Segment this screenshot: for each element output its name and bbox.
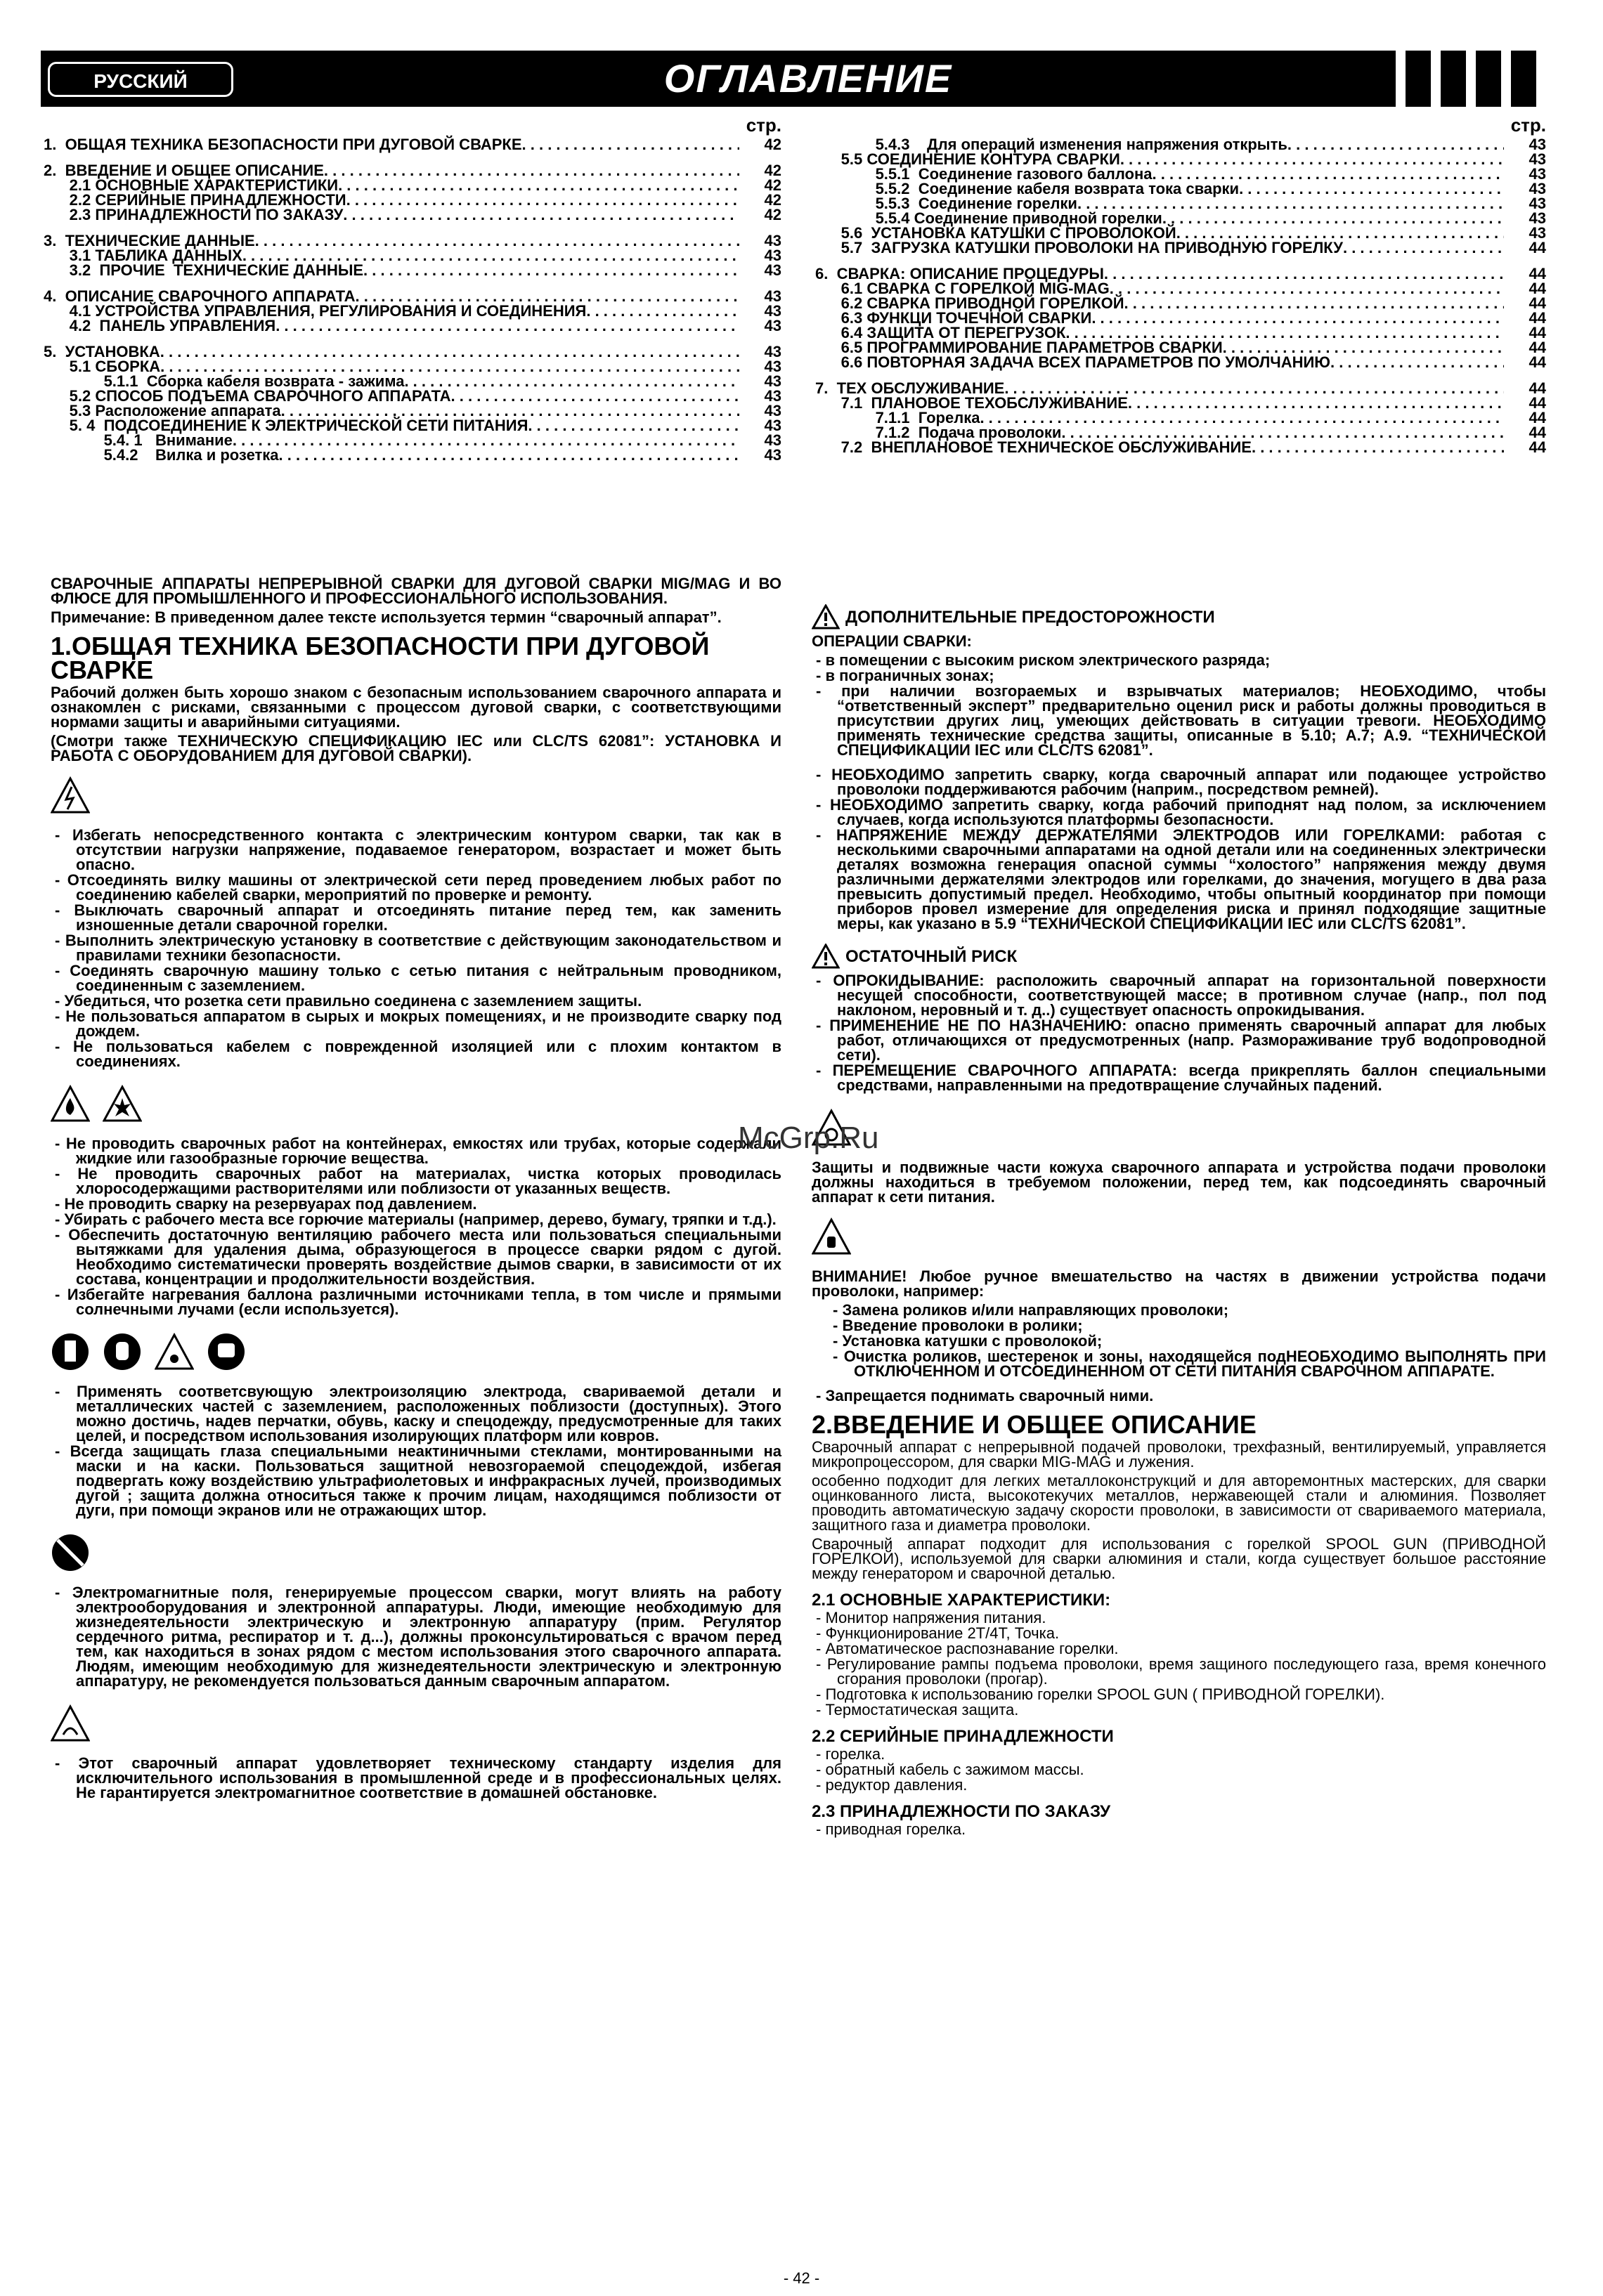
toc-entry-text: 5.2 СПОСОБ ПОДЪЕМА СВАРОЧНОГО АППАРАТА bbox=[44, 387, 451, 405]
toc-row[interactable] bbox=[815, 226, 1546, 240]
toc-row[interactable] bbox=[815, 440, 1546, 455]
list-item: - Монитор напряжения питания. bbox=[812, 1610, 1546, 1625]
toc-row[interactable] bbox=[44, 433, 781, 448]
toc-leader bbox=[522, 137, 739, 152]
toc-row[interactable] bbox=[44, 193, 781, 207]
toc-leader bbox=[281, 403, 739, 418]
toc-entry-text: 6. СВАРКА: ОПИСАНИЕ ПРОЦЕДУРЫ bbox=[815, 265, 1104, 282]
toc-page: 43 bbox=[1529, 195, 1546, 212]
language-badge: РУССКИЙ bbox=[48, 62, 233, 97]
list-ppe bbox=[51, 1384, 781, 1518]
toc-page: 43 bbox=[764, 387, 781, 405]
toc-entry-text: 5.7 ЗАГРУЗКА КАТУШКИ ПРОВОЛОКИ НА ПРИВОДНУЮ ГОРЕЛКУ bbox=[815, 239, 1343, 256]
list-item: - Замена роликов и/или направляющих проволоки; bbox=[829, 1303, 1546, 1317]
list-item: - при наличии возгораемых и взрывчатых материалов; НЕОБХОДИМО, чтобы “ответственный эксперт” предварительно оценил риск и работы должны проводиться в присутствии других лиц, умеющих действовать в ситуации тревоги. НЕОБХОДИМО применять технические средства защиты, описанные в 5.10; A.7; A.9. “ТЕХНИЧЕСКОЙ СПЕЦИФИКАЦИИ IEC или CLC/TS 62081”. bbox=[812, 684, 1546, 757]
toc-page: 42 bbox=[764, 136, 781, 153]
list-electric bbox=[51, 828, 781, 1069]
list-item: - Введение проволоки в ролики; bbox=[829, 1318, 1546, 1333]
toc-row[interactable] bbox=[815, 296, 1546, 311]
warning-icon bbox=[812, 604, 840, 630]
toc-page-label: стр. bbox=[1510, 115, 1546, 136]
toc-page: 43 bbox=[764, 317, 781, 334]
toc-entry-text: 4.2 ПАНЕЛЬ УПРАВЛЕНИЯ bbox=[44, 317, 276, 334]
toc-page: 44 bbox=[1529, 424, 1546, 441]
toc-leader bbox=[586, 304, 739, 318]
toc-page: 44 bbox=[1529, 339, 1546, 356]
toc-page: 44 bbox=[1529, 294, 1546, 312]
list-no-lift bbox=[812, 1388, 1546, 1403]
note-text: Примечание: В приведенном далее тексте используется термин “сварочный аппарат”. bbox=[51, 608, 722, 626]
toc-leader bbox=[1124, 296, 1504, 311]
list-item: - ОПРОКИДЫВАНИЕ: расположить сварочный аппарат на горизонтальной поверхности несущей способности, соответствующей массе; в противном случае (напр., пол под наклоном, неровный и т. д..) существует опасность опрокидывания. bbox=[812, 973, 1546, 1017]
toc-page: 44 bbox=[1529, 438, 1546, 456]
toc-row[interactable] bbox=[44, 304, 781, 318]
toc-row[interactable] bbox=[44, 448, 781, 462]
list-optional-accessories bbox=[812, 1822, 1546, 1837]
toc-row[interactable] bbox=[815, 167, 1546, 181]
header-bar-5 bbox=[1511, 51, 1536, 107]
toc-page: 43 bbox=[764, 261, 781, 279]
list-item: - редуктор давления. bbox=[812, 1778, 1546, 1792]
toc-leader bbox=[233, 433, 739, 448]
toc-leader bbox=[1128, 396, 1504, 410]
toc-page: 43 bbox=[1529, 209, 1546, 227]
s2-paragraph-3: Сварочный аппарат подходит для использования с горелкой SPOOL GUN (ПРИВОДНОЙ ГОРЕЛКОЙ), используемой для сварки алюминия и стали, когда существует большое расстояние между генератором и сварочной деталью. bbox=[812, 1535, 1546, 1582]
toc-entry-text: 5.5.3 Соединение горелки bbox=[815, 195, 1077, 212]
toc-leader bbox=[346, 193, 739, 207]
list-item: - Обеспечить достаточную вентиляцию рабочего места или пользоваться специальными вытяжками для удаления дыма, образующегося в процессе сварки рядом с дугой. Необходимо систематически проверять воздействие дымов сварки, в зависимости от их состава, концентрации и продолжительности воздействия. bbox=[51, 1227, 781, 1286]
list-item: - Избегайте нагревания баллона различными источниками тепла, в том числе и прямыми солнечными лучами (если используется). bbox=[51, 1287, 781, 1317]
toc-leader bbox=[1343, 240, 1504, 255]
toc-page: 44 bbox=[1529, 239, 1546, 256]
fire-hazard-icon bbox=[51, 1084, 90, 1123]
toc-page: 43 bbox=[764, 358, 781, 375]
toc-entry-text: 7.2 ВНЕПЛАНОВОЕ ТЕХНИЧЕСКОЕ ОБСЛУЖИВАНИЕ bbox=[815, 438, 1252, 456]
toc-row[interactable] bbox=[815, 410, 1546, 425]
toc-page: 43 bbox=[764, 287, 781, 305]
toc-page: 42 bbox=[764, 162, 781, 179]
toc-row[interactable] bbox=[44, 163, 781, 178]
toc-page: 44 bbox=[1529, 309, 1546, 327]
toc-row[interactable] bbox=[815, 311, 1546, 325]
header-bar-2 bbox=[1406, 51, 1431, 107]
toc-page: 43 bbox=[764, 343, 781, 360]
toc-entry-text: 6.5 ПРОГРАММИРОВАНИЕ ПАРАМЕТРОВ СВАРКИ bbox=[815, 339, 1223, 356]
toc-page: 42 bbox=[764, 191, 781, 209]
toc-leader bbox=[1120, 152, 1504, 167]
list-item: - горелка. bbox=[812, 1747, 1546, 1761]
toc-row[interactable] bbox=[815, 355, 1546, 370]
list-item: - Не пользоваться кабелем с поврежденной изоляцией или с плохим контактом в соединениях. bbox=[51, 1039, 781, 1069]
guards-text: Защиты и подвижные части кожуха сварочного аппарата и устройства подачи проволоки должны находиться в требуемом положении, перед тем, как подсоединять сварочный аппарат к сети питания. bbox=[812, 1159, 1546, 1206]
toc-leader bbox=[1004, 381, 1504, 396]
toc-leader bbox=[1153, 167, 1505, 181]
list-item: - Всегда защищать глаза специальными неактиничными стеклами, монтированными на маски и на каски. Пользоваться защитной невозгораемой спецодеждой, избегая подвергать кожу воздействию ультрафиолетовых и инфракрасных лучей, производимых дугой ; защита должна относиться также к прочим лицам, находящимся поблизости от дуги, при помощи экранов или не отражающих штор. bbox=[51, 1444, 781, 1518]
toc-row[interactable] bbox=[815, 325, 1546, 340]
toc-leader bbox=[1110, 281, 1504, 296]
no-pacemaker-icon bbox=[51, 1533, 90, 1572]
toc-page: 43 bbox=[764, 402, 781, 419]
toc-page: 44 bbox=[1529, 379, 1546, 397]
toc-row[interactable] bbox=[815, 181, 1546, 196]
toc-entry-text: 2.1 ОСНОВНЫЕ ХАРАКТЕРИСТИКИ bbox=[44, 176, 339, 194]
toc-row[interactable] bbox=[815, 425, 1546, 440]
toc-row[interactable] bbox=[815, 396, 1546, 410]
toc-entry-text: 5.5.4 Соединение приводной горелки bbox=[815, 209, 1162, 227]
list-features bbox=[812, 1610, 1546, 1717]
list-item: - Установка катушки с проволокой; bbox=[829, 1333, 1546, 1348]
toc-page: 44 bbox=[1529, 324, 1546, 341]
list-item: - Термостатическая защита. bbox=[812, 1702, 1546, 1717]
list-item: - Выполнить электрическую установку в соответствие с действующим законодательством и правилами техники безопасности. bbox=[51, 933, 781, 963]
list-item: - Автоматическое распознавание горелки. bbox=[812, 1641, 1546, 1656]
list-residual bbox=[812, 973, 1546, 1092]
toc-page: 42 bbox=[764, 206, 781, 223]
toc-row[interactable] bbox=[44, 359, 781, 374]
page-title: ОГЛАВЛЕНИЕ bbox=[663, 56, 953, 100]
toc-row[interactable] bbox=[44, 418, 781, 433]
header-bar-4 bbox=[1476, 51, 1501, 107]
list-item: - Очистка роликов, шестеренок и зоны, находящейся подНЕОБХОДИМО ВЫПОЛНЯТЬ ПРИ ОТКЛЮЧЕННОМ И ОТСОЕДИНЕННОМ ОТ СЕТИ ПИТАНИЯ СВАРОЧНОМ АППАРАТЕ. bbox=[829, 1349, 1546, 1378]
list-item: - Избегать непосредственного контакта с электрическим контуром сварки, так как в отсутствии нагрузки напряжение, подаваемое генератором, возрастает и может быть опасно. bbox=[51, 828, 781, 872]
toc-leader bbox=[1077, 196, 1504, 211]
toc-page: 43 bbox=[1529, 165, 1546, 183]
toc-row[interactable] bbox=[815, 340, 1546, 355]
toc-row[interactable] bbox=[815, 240, 1546, 255]
toc-row[interactable] bbox=[44, 137, 781, 152]
toc-right bbox=[815, 115, 1546, 456]
list-item: - НАПРЯЖЕНИЕ МЕЖДУ ДЕРЖАТЕЛЯМИ ЭЛЕКТРОДОВ ИЛИ ГОРЕЛКАМИ: работая с несколькими сварочными аппаратами на одной детали или на соединенных электрически деталях возможна генерация опасной суммы “холостого” напряжения между двумя различными держателями электродов или горелками, до значения, могущего в два раза превысить допустимый предел. Необходимо, чтобы опытный координатор при помощи приборов провел измерение для определения риска и принял подходящие защитные меры, как указано в 5.9 “ТЕХНИЧЕСКОЙ СПЕЦИФИКАЦИИ IEC или CLC/TS 62081”. bbox=[812, 828, 1546, 931]
s2-paragraph-2: особенно подходит для легких металлоконструкций и для авторемонтных мастерских, для сварки оцинкованного листа, высокотекучих металлов, нержавеющей стали и алюминия. Позволяет проводить автоматическую задачу скорости проволоки, в зависимости от свариваемого материала, защитного газа и диаметра проволоки. bbox=[812, 1472, 1546, 1534]
list-item: - ПЕРЕМЕЩЕНИЕ СВАРОЧНОГО АППАРАТА: всегда прикреплять баллон специальными средствами, направленными на предотвращение случайных падений. bbox=[812, 1063, 1546, 1092]
toc-row[interactable] bbox=[44, 207, 781, 222]
hand-crush-icon bbox=[812, 1217, 851, 1256]
toc-leader bbox=[1287, 137, 1504, 152]
toc-entry-text: 6.6 ПОВТОРНАЯ ЗАДАЧА ВСЕХ ПАРАМЕТРОВ ПО УМОЛЧАНИЮ bbox=[815, 353, 1330, 371]
toc-row[interactable] bbox=[44, 263, 781, 278]
welding-mask-icon bbox=[207, 1332, 246, 1371]
s21-title: 2.1 ОСНОВНЫЕ ХАРАКТЕРИСТИКИ: bbox=[812, 1591, 1111, 1610]
watermark: McGrp.Ru bbox=[738, 1121, 879, 1155]
toc-row[interactable] bbox=[815, 381, 1546, 396]
toc-entry-text: 2. ВВЕДЕНИЕ И ОБЩЕЕ ОПИСАНИЕ bbox=[44, 162, 324, 179]
toc-leader bbox=[160, 344, 739, 359]
toc-leader bbox=[1162, 211, 1504, 226]
toc-entry-text: 5.1 СБОРКА bbox=[44, 358, 161, 375]
list-item: - Не пользоваться аппаратом в сырых и мокрых помещениях, и не производите сварку под дождем. bbox=[51, 1009, 781, 1038]
list-item: - в помещении с высоким риском электрического разряда; bbox=[812, 653, 1546, 667]
toc-entry-text: 2.3 ПРИНАДЛЕЖНОСТИ ПО ЗАКАЗУ bbox=[44, 206, 344, 223]
toc-row[interactable] bbox=[44, 289, 781, 304]
toc-leader bbox=[404, 374, 739, 389]
list-item: - Применять соответсвующую электроизоляцию электрода, свариваемой детали и металлических частей с заземлением, расположенных поблизости (доступных). Этого можно достичь, надев перчатки, обувь, каску и спецодежду, предусмотренные для таких целей, и посредством использования изолирующих платформ или ковров. bbox=[51, 1384, 781, 1443]
electric-shock-icon bbox=[51, 776, 90, 815]
toc-leader bbox=[1065, 325, 1504, 340]
toc-entry-text: 3.2 ПРОЧИЕ ТЕХНИЧЕСКИЕ ДАННЫЕ bbox=[44, 261, 364, 279]
list-item: - НЕОБХОДИМО запретить сварку, когда рабочий приподнят над полом, за исключением случаев, когда используются платформы безопасности. bbox=[812, 797, 1546, 827]
toc-page: 43 bbox=[764, 431, 781, 449]
toc-leader bbox=[324, 163, 739, 178]
list-ops bbox=[812, 653, 1546, 757]
toc-left bbox=[44, 115, 781, 464]
list-item: - ПРИМЕНЕНИЕ НЕ ПО НАЗНАЧЕНИЮ: опасно применять сварочный аппарат для любых работ, отличающихся от предусмотренных (напр. Размораживание труб водопроводной сети). bbox=[812, 1018, 1546, 1062]
toc-leader bbox=[279, 448, 739, 462]
toc-leader bbox=[451, 389, 739, 403]
toc-row[interactable] bbox=[815, 196, 1546, 211]
list-item: - НЕОБХОДИМО запретить сварку, когда сварочный аппарат или подающее устройство проволоки поддерживаются рабочим (наприм., посредством ремней). bbox=[812, 767, 1546, 797]
toc-leader bbox=[1104, 266, 1504, 281]
list-item: - Функционирование 2T/4T, Точка. bbox=[812, 1626, 1546, 1641]
list-standard-accessories bbox=[812, 1747, 1546, 1792]
toc-page: 43 bbox=[764, 446, 781, 464]
toc-entry-text: 7.1 ПЛАНОВОЕ ТЕХОБСЛУЖИВАНИЕ bbox=[815, 394, 1128, 412]
toc-leader bbox=[1252, 440, 1504, 455]
toc-row[interactable] bbox=[815, 266, 1546, 281]
toc-leader bbox=[343, 207, 739, 222]
toc-entry-text: 6.2 СВАРКА ПРИВОДНОЙ ГОРЕЛКОЙ bbox=[815, 294, 1124, 312]
emc-warning-icon bbox=[51, 1704, 90, 1743]
extra-precautions-title: ДОПОЛНИТЕЛЬНЫЕ ПРЕДОСТОРОЖНОСТИ bbox=[845, 607, 1215, 627]
toc-leader bbox=[1061, 425, 1504, 440]
arc-radiation-icon bbox=[155, 1332, 194, 1371]
list-item: - приводная горелка. bbox=[812, 1822, 1546, 1837]
toc-leader bbox=[1239, 181, 1504, 196]
left-column bbox=[51, 576, 781, 1810]
toc-entry-text: 7.1.2 Подача проволоки bbox=[815, 424, 1062, 441]
toc-page: 43 bbox=[1529, 150, 1546, 168]
toc-page: 44 bbox=[1529, 353, 1546, 371]
section-2-title: 2.ВВЕДЕНИЕ И ОБЩЕЕ ОПИСАНИЕ bbox=[812, 1410, 1257, 1439]
toc-entry-text: 5.5.2 Соединение кабеля возврата тока сварки bbox=[815, 180, 1240, 197]
toc-row[interactable] bbox=[44, 248, 781, 263]
toc-page: 43 bbox=[764, 417, 781, 434]
toc-entry-text: 5.4. 1 Внимание bbox=[44, 431, 233, 449]
toc-row[interactable] bbox=[44, 403, 781, 418]
toc-row[interactable] bbox=[815, 137, 1546, 152]
attention-text: ВНИМАНИЕ! Любое ручное вмешательство на частях в движении устройства подачи проволоки, например: bbox=[812, 1267, 1546, 1300]
toc-entry-text: 1. ОБЩАЯ ТЕХНИКА БЕЗОПАСНОСТИ ПРИ ДУГОВОЙ СВАРКЕ bbox=[44, 136, 522, 153]
page-number: - 42 - bbox=[783, 2269, 820, 2287]
warning-icon bbox=[812, 944, 840, 969]
intro-text: СВАРОЧНЫЕ АППАРАТЫ НЕПРЕРЫВНОЙ СВАРКИ ДЛЯ ДУГОВОЙ СВАРКИ MIG/MAG И ВО ФЛЮСЕ ДЛЯ ПРОМЫШЛЕННОГО И ПРОФЕССИОНАЛЬНОГО ИСПОЛЬЗОВАНИЯ. bbox=[51, 575, 781, 607]
toc-leader bbox=[363, 263, 739, 278]
toc-page: 43 bbox=[764, 232, 781, 249]
toc-entry-text: 3. ТЕХНИЧЕСКИЕ ДАННЫЕ bbox=[44, 232, 255, 249]
list-item: - Не проводить сварочных работ на материалах, чистка которых проводилась хлоросодержащими растворителями или поблизости от указанных веществ. bbox=[51, 1166, 781, 1196]
list-item: - Этот сварочный аппарат удовлетворяет техническому стандарту изделия для исключительного использования в промышленной среде и в профессиональных целях. Не гарантируется электромагнитное соответствие в домашней обстановке. bbox=[51, 1756, 781, 1800]
protective-clothing-icon bbox=[51, 1332, 90, 1371]
list-item: - Регулирование рампы подъема проволоки, время защиного последующего газа, время конечного сгорания проволоки (прогар). bbox=[812, 1657, 1546, 1686]
toc-entry-text: 5.3 Расположение аппарата bbox=[44, 402, 281, 419]
toc-row[interactable] bbox=[815, 152, 1546, 167]
list-emc bbox=[51, 1756, 781, 1800]
toc-entry-text: 4. ОПИСАНИЕ СВАРОЧНОГО АППАРАТА bbox=[44, 287, 356, 305]
toc-page: 44 bbox=[1529, 280, 1546, 297]
toc-entry-text: 4.1 УСТРОЙСТВА УПРАВЛЕНИЯ, РЕГУЛИРОВАНИЯ И СОЕДИНЕНИЯ bbox=[44, 302, 587, 320]
toc-leader bbox=[1330, 355, 1504, 370]
toc-page: 43 bbox=[764, 247, 781, 264]
toc-row[interactable] bbox=[44, 233, 781, 248]
toc-row[interactable] bbox=[815, 281, 1546, 296]
toc-entry-text: 2.2 СЕРИЙНЫЕ ПРИНАДЛЕЖНОСТИ bbox=[44, 191, 346, 209]
toc-row[interactable] bbox=[44, 318, 781, 333]
toc-page: 44 bbox=[1529, 394, 1546, 412]
toc-leader bbox=[1091, 311, 1504, 325]
toc-entry-text: 7.1.1 Горелка bbox=[815, 409, 980, 426]
list-forbid bbox=[812, 767, 1546, 931]
toc-page: 42 bbox=[764, 176, 781, 194]
list-item: - в пограничных зонах; bbox=[812, 668, 1546, 683]
toc-leader bbox=[1223, 340, 1504, 355]
toc-leader bbox=[980, 410, 1504, 425]
toc-page: 43 bbox=[1529, 136, 1546, 153]
gloves-icon bbox=[103, 1332, 142, 1371]
toc-entry-text: 5. УСТАНОВКА bbox=[44, 343, 160, 360]
list-item: - Убирать с рабочего места все горючие материалы (например, дерево, бумагу, тряпки и т.д.). bbox=[51, 1212, 781, 1227]
toc-page: 43 bbox=[764, 372, 781, 390]
toc-page-label: стр. bbox=[746, 115, 781, 136]
residual-risk-title: ОСТАТОЧНЫЙ РИСК bbox=[845, 946, 1018, 966]
list-emf bbox=[51, 1585, 781, 1688]
list-item: - Не проводить сварку на резервуарах под давлением. bbox=[51, 1196, 781, 1211]
toc-entry-text: 5.5 СОЕДИНЕНИЕ КОНТУРА СВАРКИ bbox=[815, 150, 1120, 168]
list-item: - Убедиться, что розетка сети правильно соединена с заземлением защиты. bbox=[51, 993, 781, 1008]
toc-entry-text: 6.4 ЗАЩИТА ОТ ПЕРЕГРУЗОК bbox=[815, 324, 1066, 341]
toc-leader bbox=[242, 248, 739, 263]
toc-entry-text: 5.5.1 Соединение газового баллона bbox=[815, 165, 1153, 183]
list-item: - обратный кабель с зажимом массы. bbox=[812, 1762, 1546, 1777]
list-fire bbox=[51, 1136, 781, 1317]
toc-row[interactable] bbox=[44, 374, 781, 389]
toc-page: 43 bbox=[1529, 180, 1546, 197]
toc-row[interactable] bbox=[44, 389, 781, 403]
list-item: - Соединять сварочную машину только с сетью питания с нейтральным проводником, соединенным с заземлением. bbox=[51, 963, 781, 993]
s22-title: 2.2 СЕРИЙНЫЕ ПРИНАДЛЕЖНОСТИ bbox=[812, 1727, 1114, 1746]
toc-row[interactable] bbox=[815, 211, 1546, 226]
toc-entry-text: 5.4.3 Для операций изменения напряжения открыть bbox=[815, 136, 1287, 153]
toc-leader bbox=[160, 359, 739, 374]
toc-page: 44 bbox=[1529, 265, 1546, 282]
list-item: - Отсоединять вилку машины от электрической сети перед проведением любых работ по соединению кабелей сварки, мероприятий по проверке и ремонту. bbox=[51, 873, 781, 902]
toc-leader bbox=[255, 233, 739, 248]
list-item: - Электромагнитные поля, генерируемые процессом сварки, могут влиять на работу электрооборудования и электронной аппаратуры. Люди, имеющие необходимую для жизнедеятельности электрическую и электронную аппаратуру (прим. Регулятор сердечного ритма, респиратор и т. д...), должны проконсультироваться с врачом перед тем, как находиться в зонах рядом с местом использования этого сварочного аппарата. Людям, имеющим необходимую для жизнедеятельности электрическую и электронную аппаратуру, не рекомендуется пользоваться данным сварочным аппаратом. bbox=[51, 1585, 781, 1688]
list-item: - Не проводить сварочных работ на контейнерах, емкостях или трубах, которые содержали жидкие или газообразные горючие вещества. bbox=[51, 1136, 781, 1166]
s2-paragraph-1: Сварочный аппарат с непрерывной подачей проволоки, трехфазный, вентилируемый, управляется микропроцессором, для сварки MIG-MAG и лужения. bbox=[812, 1438, 1546, 1470]
toc-page: 44 bbox=[1529, 409, 1546, 426]
toc-page: 43 bbox=[1529, 224, 1546, 242]
toc-leader bbox=[528, 418, 739, 433]
right-column bbox=[812, 576, 1546, 1846]
toc-entry-text: 3.1 ТАБЛИКА ДАННЫХ bbox=[44, 247, 242, 264]
toc-entry-text: 6.1 СВАРКА С ГОРЕЛКОЙ MIG-MAG bbox=[815, 280, 1110, 297]
toc-page: 43 bbox=[764, 302, 781, 320]
toc-entry-text: 7. ТЕХ ОБСЛУЖИВАНИЕ bbox=[815, 379, 1005, 397]
toc-entry-text: 5.6 УСТАНОВКА КАТУШКИ С ПРОВОЛОКОЙ bbox=[815, 224, 1176, 242]
section-1-title: 1.ОБЩАЯ ТЕХНИКА БЕЗОПАСНОСТИ ПРИ ДУГОВОЙ СВАРКЕ bbox=[51, 632, 710, 684]
list-attention bbox=[812, 1303, 1546, 1378]
s1-paragraph-2: (Смотри также ТЕХНИЧЕСКУЮ СПЕЦИФИКАЦИЮ IEC или CLC/TS 62081”: УСТАНОВКА И РАБОТА С ОБОРУДОВАНИЕМ ДЛЯ ДУГОВОЙ СВАРКИ). bbox=[51, 732, 781, 764]
toc-entry-text: 5.4.2 Вилка и розетка bbox=[44, 446, 279, 464]
toc-leader bbox=[356, 289, 739, 304]
toc-leader bbox=[1176, 226, 1504, 240]
list-item: - Подготовка к использованию горелки SPOOL GUN ( ПРИВОДНОЙ ГОРЕЛКИ). bbox=[812, 1687, 1546, 1702]
toc-leader bbox=[275, 318, 739, 333]
header-bar-3 bbox=[1441, 51, 1466, 107]
s1-paragraph-1: Рабочий должен быть хорошо знаком с безопасным использованием сварочного аппарата и ознакомлен с рисками, связанными с процессом дуговой сварки, с соответствующими нормами защиты и аварийными ситуациями. bbox=[51, 684, 781, 731]
toc-entry-text: 6.3 ФУНКЦИ ТОЧЕЧНОЙ СВАРКИ bbox=[815, 309, 1092, 327]
toc-entry-text: 5. 4 ПОДСОЕДИНЕНИЕ К ЭЛЕКТРИЧЕСКОЙ СЕТИ ПИТАНИЯ bbox=[44, 417, 528, 434]
toc-leader bbox=[338, 178, 739, 193]
welding-ops-title: ОПЕРАЦИИ СВАРКИ: bbox=[812, 632, 972, 650]
toc-entry-text: 5.1.1 Сборка кабеля возврата - зажима bbox=[44, 372, 405, 390]
toc-row[interactable] bbox=[44, 178, 781, 193]
list-item: - Запрещается поднимать сварочный ними. bbox=[812, 1388, 1546, 1403]
header-bar-1 bbox=[1370, 51, 1396, 107]
toc-row[interactable] bbox=[44, 344, 781, 359]
explosion-hazard-icon bbox=[103, 1084, 142, 1123]
list-item: - Выключать сварочный аппарат и отсоединять питание перед тем, как заменить изношенные детали сварочной горелки. bbox=[51, 903, 781, 932]
s23-title: 2.3 ПРИНАДЛЕЖНОСТИ ПО ЗАКАЗУ bbox=[812, 1802, 1111, 1821]
